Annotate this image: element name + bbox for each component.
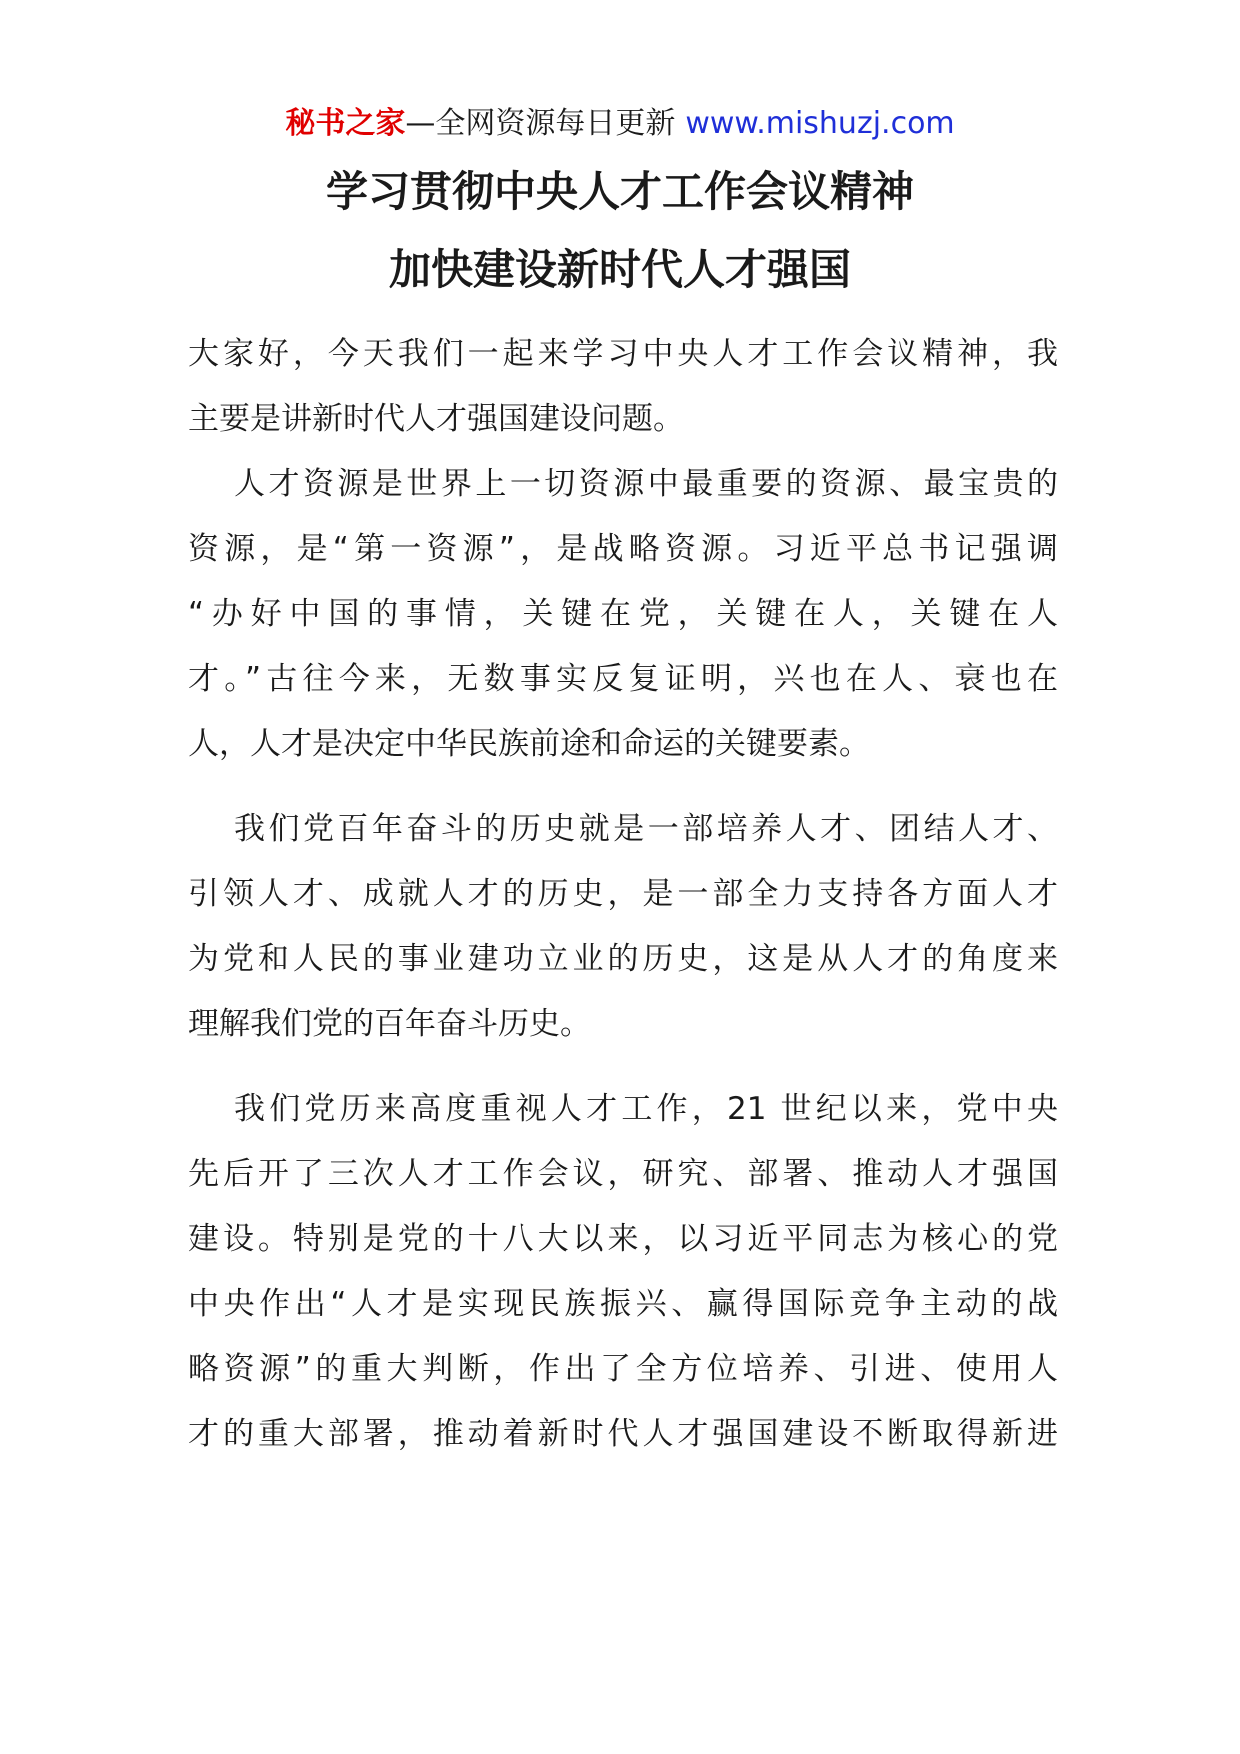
document-body [188, 322, 1058, 1467]
site-url-link[interactable]: www.mishuzj.com [685, 106, 955, 141]
text-line: 为党和人民的事业建功立业的历史，这是从人才的角度来 [188, 941, 1058, 977]
document-title-line-2: 加快建设新时代人才强国 [388, 245, 851, 294]
text-line: 理解我们党的百年奋斗历史。 [188, 1006, 591, 1042]
text-line: 中央作出“人才是实现民族振兴、赢得国际竞争主动的战 [188, 1286, 1058, 1322]
text-line: 建设。特别是党的十八大以来，以习近平同志为核心的党 [188, 1221, 1058, 1257]
document-title-line-1: 学习贯彻中央人才工作会议精神 [325, 167, 914, 216]
text-line: 才。”古往今来，无数事实反复证明，兴也在人、衰也在 [188, 661, 1058, 697]
brand-name: 秘书之家 [285, 106, 406, 141]
text-line: 资源，是“第一资源”，是战略资源。习近平总书记强调 [188, 531, 1058, 567]
text-line: 人，人才是决定中华民族前途和命运的关键要素。 [188, 726, 870, 762]
text-line: “办好中国的事情，关键在党，关键在人，关键在人 [188, 596, 1058, 632]
text-line: 大家好，今天我们一起来学习中央人才工作会议精神，我 [188, 336, 1058, 372]
paragraph-2 [188, 452, 1058, 777]
site-tagline: —全网资源每日更新 [405, 106, 676, 141]
text-line: 略资源”的重大判断，作出了全方位培养、引进、使用人 [188, 1351, 1058, 1387]
paragraph-4 [188, 1077, 1058, 1467]
text-line: 才的重大部署，推动着新时代人才强国建设不断取得新进 [188, 1416, 1058, 1452]
text-line: 我们党百年奋斗的历史就是一部培养人才、团结人才、 [234, 811, 1058, 847]
text-line: 引领人才、成就人才的历史，是一部全力支持各方面人才 [188, 876, 1058, 912]
paragraph-3 [188, 797, 1058, 1057]
text-line: 先后开了三次人才工作会议，研究、部署、推动人才强国 [188, 1156, 1058, 1192]
site-header [0, 100, 1240, 148]
paragraph-1 [188, 322, 1058, 452]
text-line: 主要是讲新时代人才强国建设问题。 [188, 401, 684, 437]
paragraph-spacer [188, 1057, 1058, 1077]
paragraph-spacer [188, 777, 1058, 797]
text-line: 我们党历来高度重视人才工作，21 世纪以来，党中央 [234, 1091, 1058, 1127]
text-line: 人才资源是世界上一切资源中最重要的资源、最宝贵的 [234, 466, 1058, 502]
